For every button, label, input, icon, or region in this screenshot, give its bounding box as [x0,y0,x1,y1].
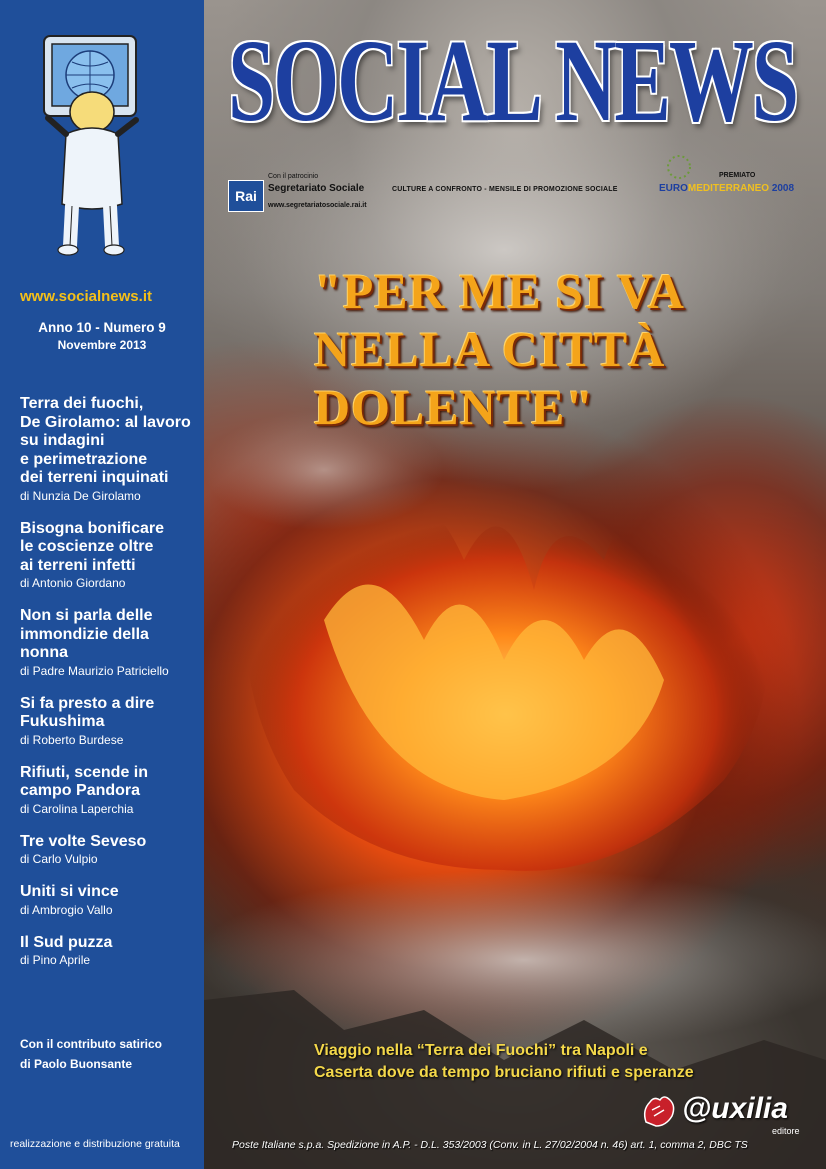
cover-image [204,0,826,1169]
article-title: Terra dei fuochi, De Girolamo: al lavoro su indagini e perimetrazione dei terreni inquinati [20,395,191,486]
website-link[interactable]: www.socialnews.it [20,288,152,305]
article-title: Il Sud puzza [20,933,113,951]
article-author: di Antonio Giordano [20,576,126,590]
satire-credit: Con il contributo satirico di Paolo Buonsante [20,1037,163,1071]
patronage-label: Con il patrocinio [268,173,319,180]
award-name [659,183,794,194]
article-item[interactable] [20,520,200,592]
article-title: Non si parla delle immondizie della nonna [20,607,153,661]
award-med: MEDITERRANEO [687,183,770,194]
patronage-url[interactable]: www.segretariatosociale.rai.it [268,202,367,209]
award-year: 2008 [771,183,795,194]
cover-subtitle: Viaggio nella “Terra dei Fuochi” tra Napoli e Caserta dove da tempo bruciano rifiuti e speranze [314,1042,694,1081]
article-item[interactable] [20,695,200,748]
article-author: di Roberto Burdese [20,732,124,747]
award-euro: EURO [659,183,688,194]
sidebar [0,0,204,1169]
article-title: Tre volte Seveso [20,832,147,850]
mascot-child-at-computer-icon [40,34,150,260]
article-title: Uniti si vince [20,883,119,900]
article-author: di Carlo Vulpio [20,852,98,866]
article-title: Bisogna bonificare le coscienze oltre ai terreni infetti [20,519,165,574]
award-label: PREMIATO [719,172,756,179]
article-author: di Ambrogio Vallo [20,902,113,917]
article-item[interactable] [20,395,200,504]
article-author: di Padre Maurizio Patriciello [20,663,169,678]
table-of-contents [20,395,200,984]
issue-date: Novembre 2013 [57,338,147,352]
article-author: di Nunzia De Girolamo [20,488,141,503]
magazine-tagline: CULTURE A CONFRONTO - MENSILE DI PROMOZIONE SOCIALE [392,186,618,193]
patronage-name: Segretariato Sociale [268,183,365,194]
article-item[interactable] [20,883,200,918]
cover-headline: "PER ME SI VA NELLA CITTÀ DOLENTE" [314,263,685,435]
article-item[interactable] [20,607,200,679]
publisher-logo: @uxilia [682,1092,788,1125]
article-title: Si fa presto a dire Fukushima [20,694,155,730]
issue-number: Anno 10 - Numero 9 [38,320,166,335]
article-item[interactable] [20,934,200,969]
article-author: di Carolina Laperchia [20,801,134,816]
masthead-title: SOCIAL NEWS [228,15,797,146]
publisher-sub: editore [772,1126,800,1136]
postal-notice: Poste Italiane s.p.a. Spedizione in A.P. - D.L. 353/2003 (Conv. in L. 27/02/2004 n. 46) art. 1, comma 2, DBC TS [232,1139,748,1151]
article-item[interactable] [20,764,200,817]
distribution-credit: realizzazione e distribuzione gratuita [10,1138,180,1150]
rai-logo: Rai [228,180,264,212]
article-item[interactable] [20,833,200,868]
article-author: di Pino Aprile [20,953,91,967]
publisher-hand-icon [640,1092,678,1130]
article-title: Rifiuti, scende in campo Pandora [20,763,149,799]
euro-stars-icon [659,152,699,182]
